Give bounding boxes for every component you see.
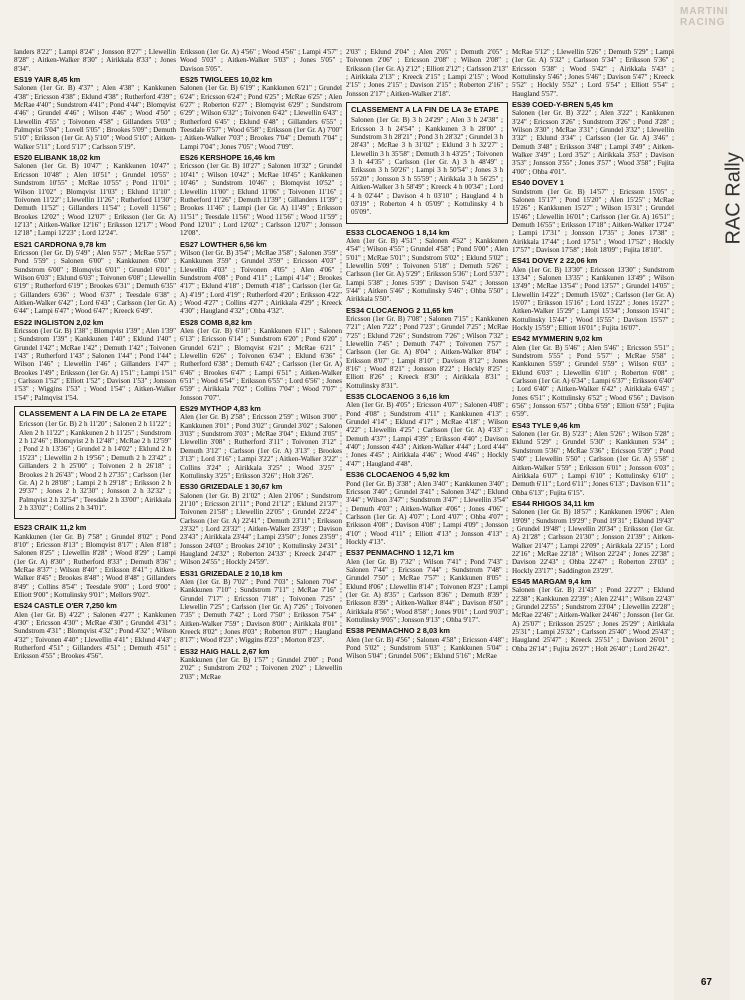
paragraph: McRae 5'12" ; Llewellin 5'26" ; Demuth 5'29" ; Lampi (1er Gr. A) 5'32" ; Carlsson 5'34" ; Eriksson 5'36" ; Ericsson 5'38" ; Wood 5'42" ; Airikkala 5'43" ; Kottulinsky 5'46" ; Jones 5'46" ; Davison 5'47" ; Kreeck 5'52" ; Hockly 5'52" ; Lord 5'54" ; Elliott 5'54" ; Haugland 5'57". [512, 48, 674, 98]
stage-results: Ericsson (1er Gr. B) 10'27" ; Salonen 10'32" ; Grundel 10'41" ; Wilson 10'42" ; McRae 10'45" ; Kankkunen 10'46" ; Sundstrom 10'46" ; Blomqvist 10'52" ; Llewellin 11'00" ; Eklund 11'06" ; Toivonen 11'16" ; Rutherford 11'26" ; Demuth 11'39" ; Gillanders 11'39" ; Brookes 11'46" ; Lampi (1er Gr. A) 11'49" ; Eriksson 11'51" ; Teesdale 11'56" ; Wood 11'56" ; Wood 11'59" ; Pond 12'01" ; Lord 12'02" ; Carlsson 12'07" ; Jonsson 12'08". [180, 162, 342, 238]
standings-text: Salonen (1er Gr. B) 3 h 24'29" ; Alen 3 h 24'38" ; Ericsson 3 h 24'54" ; Kankkunen 3 h 28'00" ; Sundstrom 3 h 28'21" ; Pond 3 h 28'32" ; Grundel 3 h 28'43" ; McRae 3 h 31'02" ; Eklund 3 h 32'27" ; Llewellin 3 h 35'58" ; Demuth 3 h 43'25" ; Toivonen 3 h 44'35" ; Carlsson (1er Gr. A) 3 h 48'49" ; Eriksson 3 h 50'26" ; Lampi 3 h 50'54" ; Jones 3 h 55'20" ; Jonsson 3 h 55'59" ; Airikkala 3 h 56'25" ; Aitken-Walker 3 h 58'49" ; Kreeck 4 h 00'34" ; Lord 4 h 02'44" ; Davison 4 h 03'10" ; Haugland 4 h 03'19" ; Roberton 4 h 05'09" ; Kottulinsky 4 h 05'09". [351, 116, 503, 217]
standings-heading: CLASSEMENT A LA FIN DE LA 3e ETAPE [351, 105, 499, 115]
stage-results: Alen (1er Gr. B) 4'51" ; Salonen 4'52" ; Kankkunen 4'54" ; Wilson 4'55" ; Grundel 4'58" ; Pond 5'00" ; Alen 5'01" ; McRae 5'01" ; Sundstrom 5'02" ; Eklund 5'02" ; Llewellin 5'09" ; Toivonen 5'18" ; Demuth 5'26" ; Carlsson (1er Gr. A) 5'29" ; Eriksson 5'36" ; Lord 5'37" ; Lampi 5'38" ; Jones 5'39" ; Davison 5'42" ; Jonsson 5'44" ; Aitken 5'46" ; Kottulinsky 5'46" ; Ohba 5'50" ; Airikkala 5'50". [346, 236, 508, 304]
stage-results: Alen (1er Gr. B) 5'46" ; Alen 5'46" ; Ericsson 5'51" ; Sundstrom 5'55" ; Pond 5'57" ; McRae 5'58" ; Kankkunen 5'59" ; Grundel 5'59" ; Wilson 6'03" ; Eklund 6'03" ; Llewellin 6'10" ; Roberton 6'08" ; Carlsson (1er Gr. A) 6'34" ; Lampi 6'37" ; Eriksson 6'40" ; Lord 6'40" ; Aitken-Walker 6'42" ; Airikkala 6'45" ; Jones 6'51" ; Kottulinsky 6'52" ; Wood 6'56" ; Davison 6'56" ; Jonsson 6'57" ; Ohba 6'59" ; Elliott 6'59" ; Fujita 6'59". [512, 343, 674, 419]
column-1 [14, 48, 176, 968]
standings-box [14, 406, 176, 519]
stage-heading: ES27 LOWTHER 6,56 km [180, 239, 267, 249]
stage-results: Salonen (1er Gr. B) 21'43" ; Pond 22'27" ; Eklund 22'38" ; Kankkunen 22'39" ; Alen 22'41" ; Wilson 22'43" ; Grundel 22'55" ; Sundstrom 23'04" ; Llewellin 22'28" ; McRae 22'46" ; Aitken-Walker 24'46" ; Jonsson (1er Gr. A) 25'07" ; Eriksson 25'25" ; Jones 25'29" ; Airikkala 25'31" ; Lampi 25'32" ; Carlsson 25'40" ; Wood 25'43" ; Haugland 25'47" ; Kreeck 25'51" ; Davison 26'01" ; Ohba 26'14" ; Fujita 26'27" ; Holt 26'40" ; Lord 26'42". [512, 586, 674, 653]
stage-results: Sundstrom (1er Gr. B) 14'57" ; Ericsson 15'05" ; Salonen 15'17" ; Pond 15'20" ; Alen 15'25" ; McRae 15'26" ; Kankkunen 15'27" ; Wilson 15'31" ; Grundel 15'46" ; Llewellin 16'01" ; Carlsson (1er Gr. A) 16'51" ; Demuth 16'55" ; Eriksson 17'18" ; Aitken-Walker 17'24" ; Lampi 17'31" ; Jonsson 17'35" ; Jones 17'38" ; Airikkala 17'44" ; Lord 17'51" ; Wood 17'52" ; Hockly 17'57" ; Davison 17'58" ; Holt 18'09" ; Fujita 18'10". [512, 187, 674, 254]
paragraph: landers 8'22" ; Lampi 8'24" ; Jonsson 8'27" ; Llewellin 8'28" ; Aitken-Walker 8'30" ; Airikkala 8'33" ; Jones 8'34". [14, 48, 176, 73]
side-banner [674, 0, 744, 1000]
stage-heading: ES40 DOVEY 1 [512, 178, 565, 188]
stage-results: Salonen (1er Gr. B) 5'23" ; Alen 5'26" ; Wilson 5'28" ; Eklund 5'29" ; Grundel 5'30" ; Kankkunen 5'34" ; Sundstrom 5'36" ; McRae 5'36" ; Ericsson 5'39" ; Pond 5'40" ; Llewellin 5'50" ; Carlsson (1er Gr. A) 5'58" ; Aitken-Walker 5'59" ; Eriksson 6'01" ; Jonsson 6'03" ; Airikkala 6'07" ; Lampi 6'10" ; Kottulinsky 6'10" ; Demuth 6'11" ; Lord 6'11" ; Jones 6'13" ; Davison 6'11" ; Ohba 6'13" ; Fujita 6'15". [512, 430, 674, 497]
stage-results: Alen (1er Gr. B) 7'02" ; Pond 7'03" ; Salonen 7'04" ; Kankkunen 7'10" ; Sundstrom 7'11" ; McRae 7'16" ; Grundel 7'17" ; Ericsson 7'18" ; Toivonen 7'25" ; Llewellin 7'25" ; Carlsson (1er Gr. A) 7'26" ; Toivonen 7'35" ; Demuth 7'42" ; Lord 7'50" ; Eriksson 7'54" ; Aitken-Walker 7'59" ; Davison 8'00" ; Airikkala 8'01" ; Kreeck 8'02" ; Jones 8'03" ; Roberton 8'07" ; Haugland 8'17" ; Wood 8'23" ; Wiggins 8'23" ; Morton 8'23". [180, 577, 342, 645]
stage-results: Ericsson (1er Gr. D) 5'49" ; Alen 5'57" ; McRae 5'57" ; Pond 5'59" ; Salonen 6'00" ; Kankkunen 6'00" ; Sundstrom 6'00" ; Blomqvist 6'01" ; Grundel 6'01" ; Wilson 6'03" ; Eklund 6'03" ; Toivonen 6'08" ; Llewellin 6'19" ; Rutherford 6'19" ; Brookes 6'31" ; Demuth 6'35" ; Gillanders 6'36" ; Wood 6'37" ; Teesdale 6'38" ; Aitken-Walker 6'42" ; Lord 6'43" ; Carlsson (1er Gr. A) 6'44" ; Lampi 6'47" ; Wood 6'47" ; Kreeck 6'49". [14, 248, 176, 316]
stage-results: Salonen (1er Gr. B) 4'37" ; Alen 4'38" ; Kankkunen 4'38" ; Ericsson 4'38" ; Eklund 4'38" ; Rutherford 4'39" ; McRae 4'40" ; Sundstrom 4'41" ; Pond 4'44" ; Blomqvist 4'46" ; Grundel 4'46" ; Wilson 4'46" ; Wood 4'50" ; Llewellin 4'55" ; Toivonen 4'58" ; Gillanders 5'03" ; Palmqvist 5'04" ; Lovell 5'05" ; Brookes 5'09" ; Demuth 5'10" ; Eriksson (1er Gr. A) 5'10" ; Wood 5'10" ; Aitken-Walker 5'11" ; Lord 5'17" ; Carlsson 5'19". [14, 84, 176, 151]
stage-heading: ES41 DOVEY 2 22,06 km [512, 256, 598, 266]
column-3 [346, 48, 508, 968]
stage-results: Salonen (1er Gr. B) 21'02" ; Alen 21'06" ; Sundstrom 21'10" ; Ericsson 21'11" ; Pond 21'12" ; Eklund 21'37" ; Toivonen 21'58" ; Llewellin 22'05" ; Grundel 22'24" ; Carlsson (1er Gr. A) 22'41" ; Demuth 23'11" ; Eriksson 23'32" ; Lord 23'32" ; Aitken-Walker 23'39" ; Davison 23'43" ; Airikkala 23'44" ; Lampi 23'50" ; Jones 23'59" ; Jonsson 24'03" ; Brookes 24'10" ; Kottulinsky 24'31" ; Haugland 24'32" ; Roberton 24'33" ; Kreeck 24'47" ; Wilson 24'55" ; Hockly 24'59". [180, 491, 342, 567]
stage-heading: ES44 RHIGOS 34,11 km [512, 498, 595, 508]
stage-results: Wilson (1er Gr. B) 3'54" ; McRae 3'58" ; Salonen 3'59" ; Kankkunen 3'59" ; Grundel 3'59" ; Ericsson 4'03" ; Llewellin 4'03" ; Toivonen 4'05" ; Alen 4'06" ; Sundstrom 4'08" ; Pond 4'11" ; Lampi 4'14" ; Brookes 4'17" ; Eklund 4'18" ; Demuth 4'18" ; Carlsson (1er Gr. A) 4'19" ; Lord 4'19" ; Rutherford 4'20" ; Eriksson 4'22" ; Wood 4'27" ; Collins 4'27" ; Airikkala 4'29" ; Kreeck 4'30" ; Haugland 4'32" ; Ohba 4'32". [180, 248, 342, 316]
stage-results: Alen (1er Gr. B) 7'32" ; Wilson 7'41" ; Pond 7'43" ; Salonen 7'44" ; Ericsson 7'44" ; Sundstrom 7'48" ; Grundel 7'50" ; McRae 7'57" ; Kankkunen 8'05" ; Eklund 8'06" ; Llewellin 8'14" ; Toivonen 8'23" ; Lampi (1er Gr. A) 8'35" ; Carlsson 8'36" ; Demuth 8'39" ; Eriksson 8'39" ; Aitken-Walker 8'44" ; Davison 8'50" ; Airikkala 8'56" ; Wood 8'58" ; Jones 9'01" ; Lord 9'03" ; Kottulinsky 9'05" ; Jonsson 9'13" ; Ohba 9'17". [346, 557, 508, 624]
stage-heading: ES28 COMB 8,82 km [180, 317, 252, 327]
page-number: 67 [700, 977, 712, 988]
stage-heading: ES39 COED-Y-BREN 5,45 km [512, 100, 614, 110]
stage-heading: ES35 CLOCAENOG 3 6,16 km [346, 392, 450, 402]
stage-heading: ES30 GRIZEDALE 1 30,67 km [180, 482, 283, 492]
stage-results: Ericsson (1er Gr. B) 7'08" ; Salonen 7'15" ; Kankkunen 7'21" ; Alen 7'22" ; Pond 7'23" ; Grundel 7'25" ; McRae 7'25" ; Eklund 7'26" ; Sundstrom 7'26" ; Wilson 7'32" ; Llewellin 7'45" ; Demuth 7'47" ; Toivonen 7'57" ; Carlsson (1er Gr. A) 8'04" ; Aitken-Walker 8'04" ; Eriksson 8'07" ; Lampi 8'10" ; Davison 8'12" ; Jones 8'16" ; Wood 8'21" ; Jonsson 8'22" ; Hockly 8'25" ; Elliott 8'26" ; Kreeck 8'30" ; Airikkala 8'31" ; Kottulinsky 8'31". [346, 314, 508, 390]
stage-results: Salonen (1er Gr. B) 18'57" ; Kankkunen 19'06" ; Alen 19'09" ; Sundstrom 19'29" ; Pond 19'31" ; Eklund 19'43" ; Grundel 19'48" ; Llewellin 20'34" ; Eriksson (1er Gr. A) 21'28" ; Carlsson 21'30" ; Jonsson 21'39" ; Aitken-Walker 21'47" ; Lampi 22'09" ; Airikkala 22'15" ; Lord 22'16" ; McRae 22'18" ; Wilson 22'24" ; Jones 22'38" ; Davison 22'43" ; Ohba 22'47" ; Roberton 23'03" ; Hockly 23'17" ; Saddington 23'29". [512, 508, 674, 575]
standings-text: Ericsson (1er Gr. B) 2 h 11'20" ; Salonen 2 h 11'22" ; Alen 2 h 11'22" ; Kankkunen 2 h 11'25" ; Sundstrom 2 h 12'46" ; Blomqvist 2 h 12'48" ; McRae 2 h 12'59" ; Pond 2 h 13'36" ; Grundel 2 h 14'02" ; Eklund 2 h 15'23" ; Llewellin 2 h 19'56" ; Demuth 2 h 23'42" ; Gillanders 2 h 25'00" ; Toivonen 2 h 26'18" ; Brookes 2 h 26'43" ; Wood 2 h 27'35" ; Carlsson (1er Gr. A) 2 h 28'08" ; Lampi 2 h 29'18" ; Eriksson 2 h 29'37" ; Jones 2 h 32'30" ; Jonsson 2 h 32'32" ; Palmqvist 2 h 32'54" ; Teesdale 2 h 33'00" ; Airikkala 2 h 33'02" ; Collins 2 h 34'01". [19, 420, 171, 512]
column-2 [180, 48, 342, 968]
stage-heading: ES26 KERSHOPE 16,46 km [180, 153, 275, 163]
standings-box [346, 102, 508, 223]
stage-results: Ericsson (1er Gr. B) 1'38" ; Blomqvist 1'39" ; Alen 1'39" ; Sundstrom 1'39" ; Kankkunen 1'40" ; Eklund 1'40" ; Grundel 1'42" ; McRae 1'42" ; Demuth 1'42" ; Toivonen 1'43" ; Rutherford 1'43" ; Salonen 1'44" ; Pond 1'44" ; Wilson 1'46" ; Llewellin 1'46" ; Gillanders 1'47" ; Brookes 1'49" ; Eriksson (1er Gr. A) 1'51" ; Lampi 1'51" ; Carlsson 1'52" ; Elliott 1'52" ; Davison 1'53" ; Jonsson 1'53" ; Wiggins 1'53" ; Wood 1'54" ; Aitken-Walker 1'54" ; Palmqvist 1'54. [14, 327, 176, 402]
paragraph: Eriksson (1er Gr. A) 4'56" ; Wood 4'56" ; Lampi 4'57" ; Wood 5'03" ; Aitken-Walker 5'03" ; Jones 5'05" ; Davison 5'05". [180, 48, 342, 73]
brand-watermark: MARTINI RACING [680, 6, 729, 28]
section-label [722, 152, 745, 244]
stage-results: Kankkunen (1er Gr. B) 1'57" ; Grundel 2'00" ; Pond 2'02" ; Sundstrom 2'02" ; Toivonen 2'02" ; Llewellin 2'03" ; McRae [180, 656, 342, 681]
stage-heading: ES36 CLOCAENOG 4 5,92 km [346, 470, 450, 480]
stage-heading: ES38 PENMACHNO 2 8,03 km [346, 626, 450, 636]
stage-heading: ES31 GRIZEDALE 2 10,18 km [180, 568, 283, 578]
stage-results: Salonen (1er Gr. B) 6'19" ; Kankkunen 6'21" ; Grundel 6'24" ; Ericsson 6'24" ; Pond 6'25" ; McRae 6'25" ; Alen 6'27" ; Roberton 6'27" ; Blomqvist 6'29" ; Sundstrom 6'29" ; Wilson 6'32" ; Toivonen 6'42" ; Llewellin 6'43" ; Rutherford 6'45" ; Eklund 6'48" ; Gillanders 6'55" ; Teesdale 6'57" ; Wood 6'58" ; Eriksson (1er Gr. A) 7'00" ; Aitken-Walker 7'03" ; Brookes 7'04" ; Demuth 7'04" ; Lampi 7'04" ; Jones 7'05" ; Wood 7'09". [180, 84, 342, 151]
stage-heading: ES43 TYLE 9,46 km [512, 420, 581, 430]
stage-heading: ES45 MARGAM 9,4 km [512, 576, 592, 586]
stage-results: Alen (1er Gr. B) 6'10" ; Kankkunen 6'11" ; Salonen 6'13" ; Ericsson 6'14" ; Sundstrom 6'20" ; Pond 6'20" ; Grundel 6'21" ; Blomqvist 6'21" ; McRae 6'21" ; Llewellin 6'26" ; Toivonen 6'34" ; Eklund 6'36" ; Rutherford 6'38" ; Demuth 6'42" ; Carlsson (1er Gr. A) 6'46" ; Brookes 6'47" ; Lampi 6'51" ; Aitken-Walker 6'51" ; Wood 6'54" ; Eriksson 6'55" ; Lord 6'56" ; Jones 6'59" ; Airikkala 7'02" ; Collins 7'04" ; Wood 7'07" ; Jonsson 7'07". [180, 327, 342, 402]
stage-heading: ES24 CASTLE O'ER 7,250 km [14, 601, 117, 611]
stage-results: Alen (1er Gr. B) 2'58" ; Ericsson 2'59" ; Wilson 3'00" ; Kankkunen 3'01" ; Pond 3'02" ; Grundel 3'02" ; Salonen 3'03" ; Sundstrom 3'03" ; McRae 3'04" ; Eklund 3'05" ; Llewellin 3'08" ; Rutherford 3'11" ; Toivonen 3'12" ; Demuth 3'12" ; Carlsson (1er Gr. A) 3'13" ; Brookes 3'13" ; Lord 3'16" ; Lampi 3'22" ; Aitken-Walker 3'22" ; Collins 3'24" ; Airikkala 3'25" ; Wood 3'25" ; Kottulinsky 3'25" ; Eriksson 3'26" ; Holt 3'26". [180, 413, 342, 480]
stage-heading: ES33 CLOCAENOG 1 8,14 km [346, 227, 450, 237]
stage-heading: ES37 PENMACHNO 1 12,71 km [346, 548, 455, 558]
stage-heading: ES29 MYTHOP 4,83 km [180, 404, 261, 414]
stage-heading: ES22 INGLISTON 2,02 km [14, 317, 104, 327]
stage-heading: ES21 CARDRONA 9,78 km [14, 239, 107, 249]
standings-heading: CLASSEMENT A LA FIN DE LA 2e ETAPE [19, 409, 167, 419]
stage-results: Kankkunen (1er Gr. B) 7'58" ; Grundel 8'02" ; Pond 8'10" ; Ericsson 8'13" ; Blomqvist 8'17" ; Alen 8'18" ; Salonen 8'25" ; Llewellin 8'28" ; Wood 8'29" ; Lampi (1er Gr. A) 8'30" ; Rutherford 8'33" ; Demuth 8'36" ; McRae 8'37" ; Wilson 8'40" ; Eriksson 8'41" ; Aitken-Walker 8'45" ; Brookes 8'48" ; Wood 8'48" ; Gillanders 8'49" ; Collins 8'54" ; Teesdale 9'00" ; Lord 9'00" ; Elliott 9'00" ; Kottulinsky 9'01" ; Mellors 9'02". [14, 532, 176, 599]
section-title: RAC Rally [722, 152, 744, 245]
stage-heading: ES32 HAIG HALL 2,67 km [180, 646, 270, 656]
stage-results: Alen (1er Gr. B) 13'30" ; Ericsson 13'30" ; Sundstrom 13'34" ; Salonen 13'35" ; Kankkunen 13'49" ; Wilson 13'49" ; McRae 13'54" ; Pond 13'57" ; Grundel 14'05" ; Llewellin 14'22" ; Demuth 15'02" ; Carlsson (1er Gr. A) 15'07" ; Eriksson 15'16" ; Lord 15'22" ; Jones 15'27" ; Aitken-Walker 15'29" ; Lampi 15'34" ; Jonsson 15'41" ; Kottulinsky 15'44" ; Wood 15'55" ; Davison 15'57" ; Hockly 15'59" ; Elliott 16'01" ; Fujita 16'07". [512, 265, 674, 332]
stage-heading: ES25 TWIGLEES 10,02 km [180, 75, 273, 85]
stage-heading: ES19 YAIR 8,45 km [14, 75, 81, 85]
stage-results: Alen (1er Gr. B) 4'22" ; Salonen 4'27" ; Kankkunen 4'30" ; Ericsson 4'30" ; McRae 4'30" ; Grundel 4'31" ; Sundstrom 4'31" ; Blomqvist 4'32" ; Pond 4'32" ; Wilson 4'32" ; Toivonen 4'40" ; Llewellin 4'41" ; Eklund 4'43" ; Rutherford 4'51" ; Gillanders 4'51" ; Demuth 4'51" ; Eriksson 4'55" ; Brookes 4'56". [14, 610, 176, 661]
stage-results: Alen (1er Gr. B) 4'56" ; Salonen 4'58" ; Ericsson 4'48" ; Pond 5'02" ; Sundstrom 5'03" ; Kankkunen 5'04" ; Wilson 5'04" ; Grundel 5'06" ; Eklund 5'16" ; McRae [346, 635, 508, 661]
stage-results: Pond (1er Gr. B) 3'38" ; Alen 3'40" ; Kankkunen 3'40" ; Ericsson 3'40" ; Grundel 3'41" ; Salonen 3'42" ; Eklund 3'44" ; Wilson 3'47" ; Sundstrom 3'47" ; Llewellin 3'54" ; Demuth 4'03" ; Aitken-Walker 4'06" ; Jones 4'06" ; Carlsson (1er Gr. A) 4'07" ; Lord 4'07" ; Ohba 4'07" ; Eriksson 4'08" ; Davison 4'08" ; Lampi 4'09" ; Jonsson 4'10" ; Wood 4'11" ; Elliott 4'13" ; Jonsson 4'13" ; Hockly 4'13". [346, 479, 508, 546]
stage-results: Salonen (1er Gr. B) 10'47" ; Kankkunen 10'47" ; Ericsson 10'48" ; Alen 10'51" ; Grundel 10'55" ; Sundstrom 10'55" ; McRae 10'55" ; Pond 11'01" ; Wilson 11'02" ; Blomqvist 11'03" ; Eklund 11'10" ; Toivonen 11'22" ; Llewellin 11'26" ; Rutherford 11'30" ; Demuth 11'52" ; Gillanders 11'54" ; Lovell 11'56" ; Brookes 12'02" ; Wood 12'07" ; Eriksson (1er Gr. A) 12'13" ; Aitken-Walker 12'16" ; Eriksson 12'17" ; Wood 12'18" ; Lampi 12'23" ; Lord 12'24". [14, 162, 176, 238]
paragraph: 2'03" ; Eklund 2'04" ; Alen 2'05" ; Demuth 2'05" ; Toivonen 2'06" ; Ericsson 2'08" ; Wilson 2'08" ; Eriksson (1er Gr. A) 2'12" ; Elliott 2'12" ; Carlsson 2'13" ; Airikkala 2'13" ; Kreeck 2'15" ; Lampi 2'15" ; Wood 2'15" ; Jones 2'15" ; Davison 2'15" ; Roberton 2'16" ; Jonsson 2'17" ; Aitken-Walker 2'18". [346, 48, 508, 98]
stage-heading: ES23 CRAIK 11,2 km [14, 523, 87, 533]
stage-results: Alen (1er Gr. B) 4'05" ; Ericsson 4'07" ; Salonen 4'08" ; Pond 4'08" ; Sundstrom 4'11" ; Kankkunen 4'13" ; Grundel 4'14" ; Eklund 4'17" ; McRae 4'18" ; Wilson 4'22" ; Llewellin 4'25" ; Carlsson (1er Gr. A) 4'33" ; Demuth 4'37" ; Lampi 4'39" ; Eriksson 4'40" ; Davison 4'40" ; Jonsson 4'43" ; Aitken-Walker 4'44" ; Lord 4'44" ; Jones 4'45" ; Airikkala 4'46" ; Wood 4'46" ; Hockly 4'47" ; Haugland 4'48". [346, 401, 508, 468]
stage-heading: ES20 ELIBANK 18,02 km [14, 153, 101, 163]
stage-results: Salonen (1er Gr. B) 3'22" ; Alen 3'22" ; Kankkunen 3'24" ; Ericsson 3'26" ; Sundstrom 3'26" ; Pond 3'28" ; Wilson 3'30" ; McRae 3'31" ; Grundel 3'32" ; Llewellin 3'32" ; Eklund 3'34" ; Carlsson (1er Gr. A) 3'46" ; Demuth 3'48" ; Eriksson 3'48" ; Lampi 3'49" ; Aitken-Walker 3'49" ; Lord 3'52" ; Airikkala 3'53" ; Davison 3'53" ; Jonsson 3'55" ; Jones 3'57" ; Wood 3'58" ; Fujita 4'00" ; Ohba 4'01". [512, 109, 674, 176]
stage-heading: ES34 CLOCAENOG 2 11,65 km [346, 305, 454, 315]
stage-heading: ES42 MYMMERIN 9,02 km [512, 334, 603, 344]
results-columns [14, 48, 674, 968]
column-4 [512, 48, 674, 968]
